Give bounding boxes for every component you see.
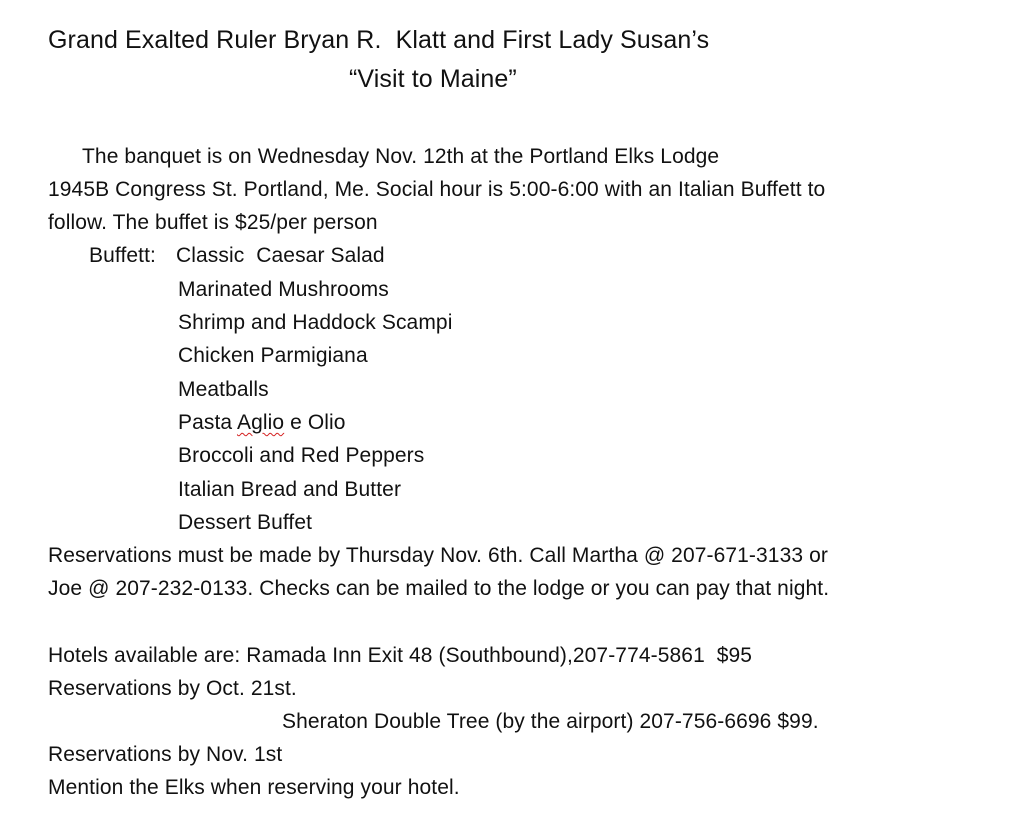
buffet-item-bread: Italian Bread and Butter: [178, 478, 402, 501]
hotels-line-4: Reservations by Nov. 1st: [48, 743, 283, 766]
buffet-item-chicken-parmigiana: Chicken Parmigiana: [178, 344, 368, 367]
buffet-item-mushrooms: Marinated Mushrooms: [178, 278, 389, 301]
buffet-item-meatballs: Meatballs: [178, 378, 269, 401]
intro-line-1: The banquet is on Wednesday Nov. 12th at the Portland Elks Lodge: [82, 145, 720, 168]
pasta-text-before: Pasta: [178, 411, 237, 434]
buffet-item-broccoli: Broccoli and Red Peppers: [178, 444, 425, 467]
buffet-item-caesar-salad: Classic Caesar Salad: [176, 244, 385, 267]
title-line-1: Grand Exalted Ruler Bryan R. Klatt and First Lady Susan’s: [48, 26, 710, 54]
reservations-line-2: Joe @ 207-232-0133. Checks can be mailed to the lodge or you can pay that night.: [48, 577, 830, 600]
hotels-line-2: Reservations by Oct. 21st.: [48, 677, 297, 700]
buffet-item-pasta: [178, 410, 346, 436]
buffet-item-scampi: Shrimp and Haddock Scampi: [178, 311, 453, 334]
buffet-item-dessert: Dessert Buffet: [178, 511, 313, 534]
reservations-line-1: Reservations must be made by Thursday Nov. 6th. Call Martha @ 207-671-3133 or: [48, 544, 828, 567]
title-line-2: “Visit to Maine”: [349, 65, 517, 93]
misspelled-word-aglio: Aglio: [236, 411, 285, 434]
buffet-label: Buffett:: [89, 244, 156, 267]
intro-line-3: follow. The buffet is $25/per person: [48, 211, 378, 234]
intro-line-2: 1945B Congress St. Portland, Me. Social hour is 5:00-6:00 with an Italian Buffett to: [48, 178, 826, 201]
hotels-line-3: Sheraton Double Tree (by the airport) 207-756-6696 $99.: [282, 710, 819, 733]
pasta-text-after: e Olio: [284, 411, 346, 434]
hotels-line-5: Mention the Elks when reserving your hotel.: [48, 776, 460, 799]
hotels-line-1: Hotels available are: Ramada Inn Exit 48 (Southbound),207-774-5861 $95: [48, 644, 753, 667]
